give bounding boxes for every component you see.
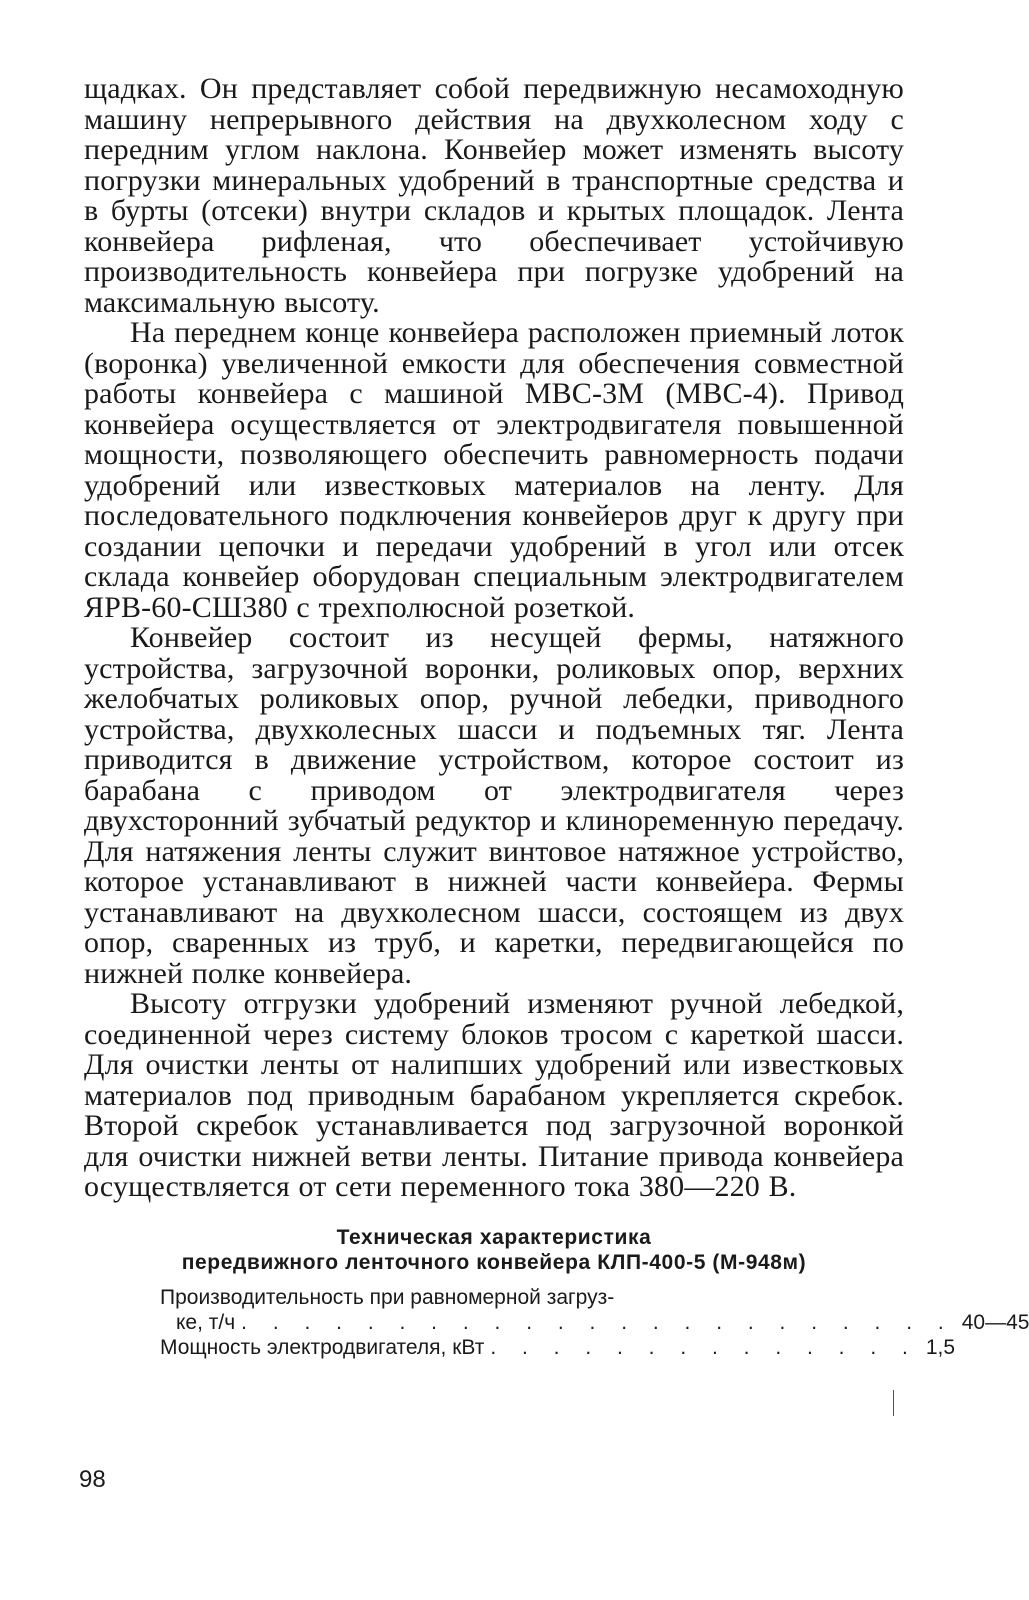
spec-row-1-value: 40—45 [961, 1310, 1029, 1334]
spec-title [84, 1225, 904, 1275]
spec-row-2-value: 1,5 [925, 1335, 956, 1359]
spec-row-1 [160, 1310, 1029, 1335]
spec-row-2-label: Мощность электродвигателя, кВт [160, 1335, 485, 1359]
page-number: 98 [79, 1466, 106, 1493]
paragraph-3: Конвейер состоит из несущей фермы, натяжного устройства, загрузочной воронки, роликовых опор, верхних желобчатых роликовых опор, ручной лебедки, приводного устройства, двухколесных шасси и подъемных тяг. Лента приводится в движение устройством, которое состоит из барабана с приводом от электродвигателя через двухсторонний зубчатый редуктор и клиноременную передачу. Для натяжения ленты служит винтовое натяжное устройство, которое устанавливают в нижней части конвейера. Фермы устанавливают на двухколесном шасси, состоящем из двух опор, сваренных из труб, и каретки, передвигающейся по нижней полке конвейера. [84, 621, 904, 990]
spec-row-1-label-line2: ке, т/ч [176, 1310, 236, 1334]
paragraph-4: Высоту отгрузки удобрений изменяют ручной лебедкой, соединенной через систему блоков тросом с кареткой шасси. Для очистки ленты от налипших удобрений или известковых материалов под приводным барабаном укрепляется скребок. Второй скребок устанавливается под загрузочной воронкой для очистки нижней ветви ленты. Питание привода конвейера осуществляется от сети переменного тока 380—220 В. [84, 987, 904, 1203]
spec-list [84, 1285, 1029, 1360]
margin-mark [893, 1390, 894, 1416]
paragraph-2: На переднем конце конвейера расположен приемный лоток (воронка) увеличенной емкости для обеспечения совместной работы конвейера с машиной МВС-3М (МВС-4). Привод конвейера осуществляется от электродвигателя повышенной мощности, позволяющего обеспечить равномерность подачи удобрений или известковых материалов на ленту. Для последовательного подключения конвейеров друг к другу при создании цепочки и передачи удобрений в угол или отсек склада конвейер оборудован специальным электродвигателем ЯРВ-60-СШ380 с трехполюсной розеткой. [84, 316, 904, 624]
spec-row-2-leader: . . . . . . . . . . . . . . [490, 1335, 918, 1359]
spec-row-1-leader: . . . . . . . . . . . . . . . . . . . . . . . [241, 1310, 954, 1334]
document-page [84, 72, 1029, 1360]
paragraph-1: щадках. Он представляет собой передвижную несамоходную машину непрерывного действия на двухколесном ходу с передним углом наклона. Конвейер может изменять высоту погрузки минеральных удобрений в транспортные средства и в бурты (отсеки) внутри складов и крытых площадок. Лента конвейера рифленая, что обеспечивает устойчивую производительность конвейера при погрузке удобрений на максимальную высоту. [84, 72, 904, 319]
spec-row-1-label-line1: Производительность при равномерной загруз- [160, 1285, 615, 1309]
spec-title-line1: Техническая характеристика [336, 1225, 652, 1249]
spec-row-2 [160, 1335, 956, 1360]
spec-title-line2: передвижного ленточного конвейера КЛП-400-5 (М-948м) [181, 1250, 807, 1274]
